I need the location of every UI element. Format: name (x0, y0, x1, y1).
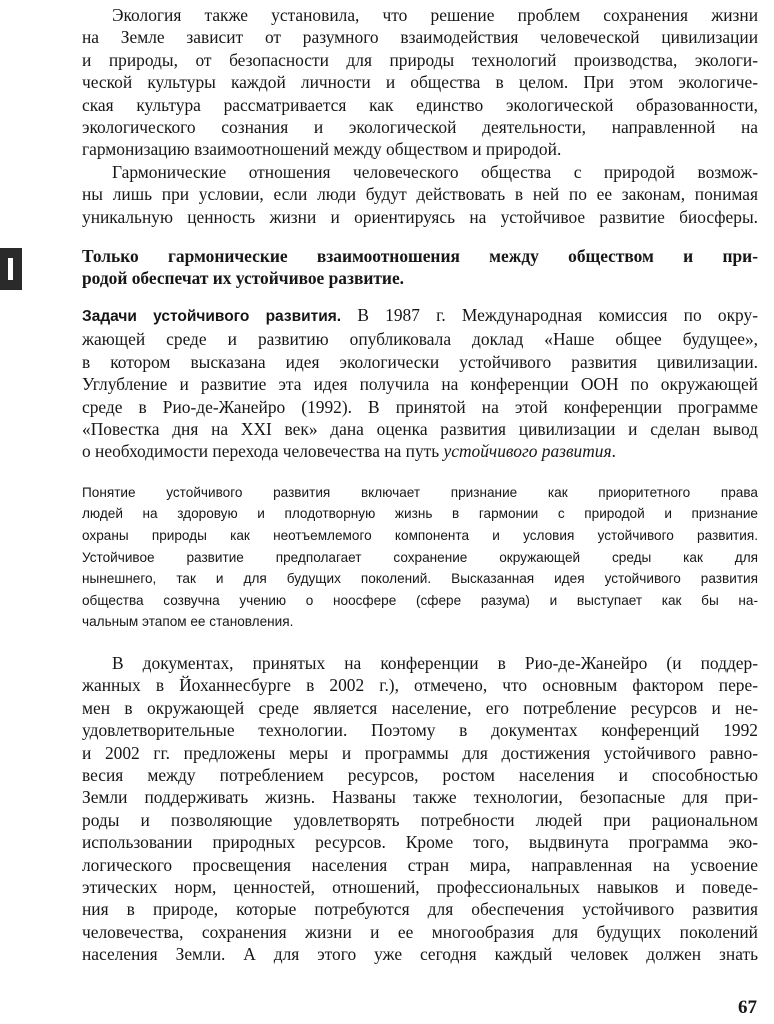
definition-line: чальным этапом ее становления. (82, 614, 294, 630)
key-statement (82, 245, 758, 290)
text-line: жающей среде и развитию опубликовала доклад «Наше общее будущее», (82, 329, 758, 350)
text-line: экологического сознания и экологической деятельности, направленной на (82, 117, 758, 138)
text-line: среде в Рио-де-Жанейро (1992). В принятой на этой конференции программе (82, 396, 758, 417)
text-span: . (611, 441, 616, 462)
text-line: ны лишь при условии, если люди будут действовать в ней по ее законам, понимая (82, 184, 758, 205)
text-line: Гармонические отношения человеческого общества с природой возмож- (112, 161, 758, 182)
text-line: на Земле зависит от разумного взаимодействия человеческой цивилизации (82, 27, 758, 48)
text-line: и 2002 гг. предложены меры и программы для достижения устойчивого равно- (82, 742, 758, 763)
text-line: ния в природе, которые потребуются для обеспечения устойчивого развития (82, 899, 758, 920)
text-line: роды и позволяющие удовлетворять потребности людей при рациональном (82, 809, 758, 830)
section-first-line-text: В 1987 г. Международная комиссия по окру- (341, 304, 758, 325)
definition-line: людей на здоровую и плодотворную жизнь в гармонии с природой и признание (82, 506, 758, 522)
text-line: использовании природных ресурсов. Кроме того, выдвинута программа эко- (82, 832, 758, 853)
italic-term: устойчивого развития (443, 441, 612, 462)
definition-line: общества созвучна учению о ноосфере (сфере разума) и выступает как бы на- (82, 592, 758, 608)
text-line: и природы, от безопасности для природы технологий производства, экологи- (82, 49, 758, 70)
text-line: жанных в Йоханнесбурге в 2002 г.), отмечено, что основным фактором пере- (82, 675, 758, 696)
definition-line: нынешнего, так и для будущих поколений. Высказанная идея устойчивого развития (82, 571, 758, 587)
text-line: Земли поддерживать жизнь. Названы также технологии, безопасные для при- (82, 787, 758, 808)
section-last-line (82, 440, 758, 462)
text-line: ческой культуры каждой личности и общества в целом. При этом экологиче- (82, 72, 758, 93)
text-line: весия между потреблением ресурсов, ростом населения и способностью (82, 764, 758, 785)
text-line: мен в окружающей среде является население, его потребление ресурсов и не- (82, 697, 758, 718)
text-line: «Повестка дня на XXI век» дана оценка развития цивилизации и сделан вывод (82, 418, 758, 439)
book-page (82, 4, 758, 966)
text-line: в котором высказана идея экологически устойчивого развития цивилизации. (82, 351, 758, 372)
definition-line: Устойчивое развитие предполагает сохранение окружающей среды как для (82, 549, 758, 565)
text-line: уникальную ценность жизни и ориентируясь на устойчивое развитие биосферы. (82, 206, 758, 227)
text-line: В документах, принятых на конференции в Рио-де-Жанейро (и поддер- (112, 652, 758, 673)
text-line: ская культура рассматривается как единство экологической образованности, (82, 94, 758, 115)
margin-exclamation-marker (0, 248, 22, 290)
text-line: этических норм, ценностей, отношений, профессиональных навыков и поведе- (82, 876, 758, 897)
paragraph-harmonic-relations (82, 161, 758, 228)
text-line: Углубление и развитие эта идея получила на конференции ООН по окружающей (82, 374, 758, 395)
text-span: о необходимости перехода человечества на путь (82, 441, 444, 462)
page-number: 67 (738, 997, 757, 1018)
text-line: населения Земли. А для этого уже сегодня каждый человек должен знать (82, 944, 758, 965)
key-statement-line: родой обеспечат их устойчивое развитие. (82, 268, 405, 289)
text-line: гармонизацию взаимоотношений между обществом и природой. (82, 139, 562, 160)
section-first-line (82, 304, 758, 328)
definition-line: охраны природы как неотъемлемого компонента и условия устойчивого развития. (82, 527, 758, 543)
key-statement-line: Только гармонические взаимоотношения между обществом и при- (82, 246, 758, 267)
text-line: Экология также установила, что решение проблем сохранения жизни (112, 5, 758, 25)
definition-line: Понятие устойчивого развития включает признание как приоритетного права (82, 484, 758, 500)
text-line: человечества, сохранения жизни и ее многообразия для будущих поколений (82, 921, 758, 942)
section-title: Задачи устойчивого развития. (82, 307, 342, 325)
paragraph-ecology-culture (82, 4, 758, 161)
definition-block (82, 482, 758, 633)
text-line: удовлетворительные технологии. Поэтому в документах конференций 1992 (82, 720, 758, 741)
text-line: логического просвещения населения стран мира, направленная на усвоение (82, 854, 758, 875)
paragraph-rio-documents (82, 652, 758, 966)
section-sustainable-development (82, 304, 758, 463)
